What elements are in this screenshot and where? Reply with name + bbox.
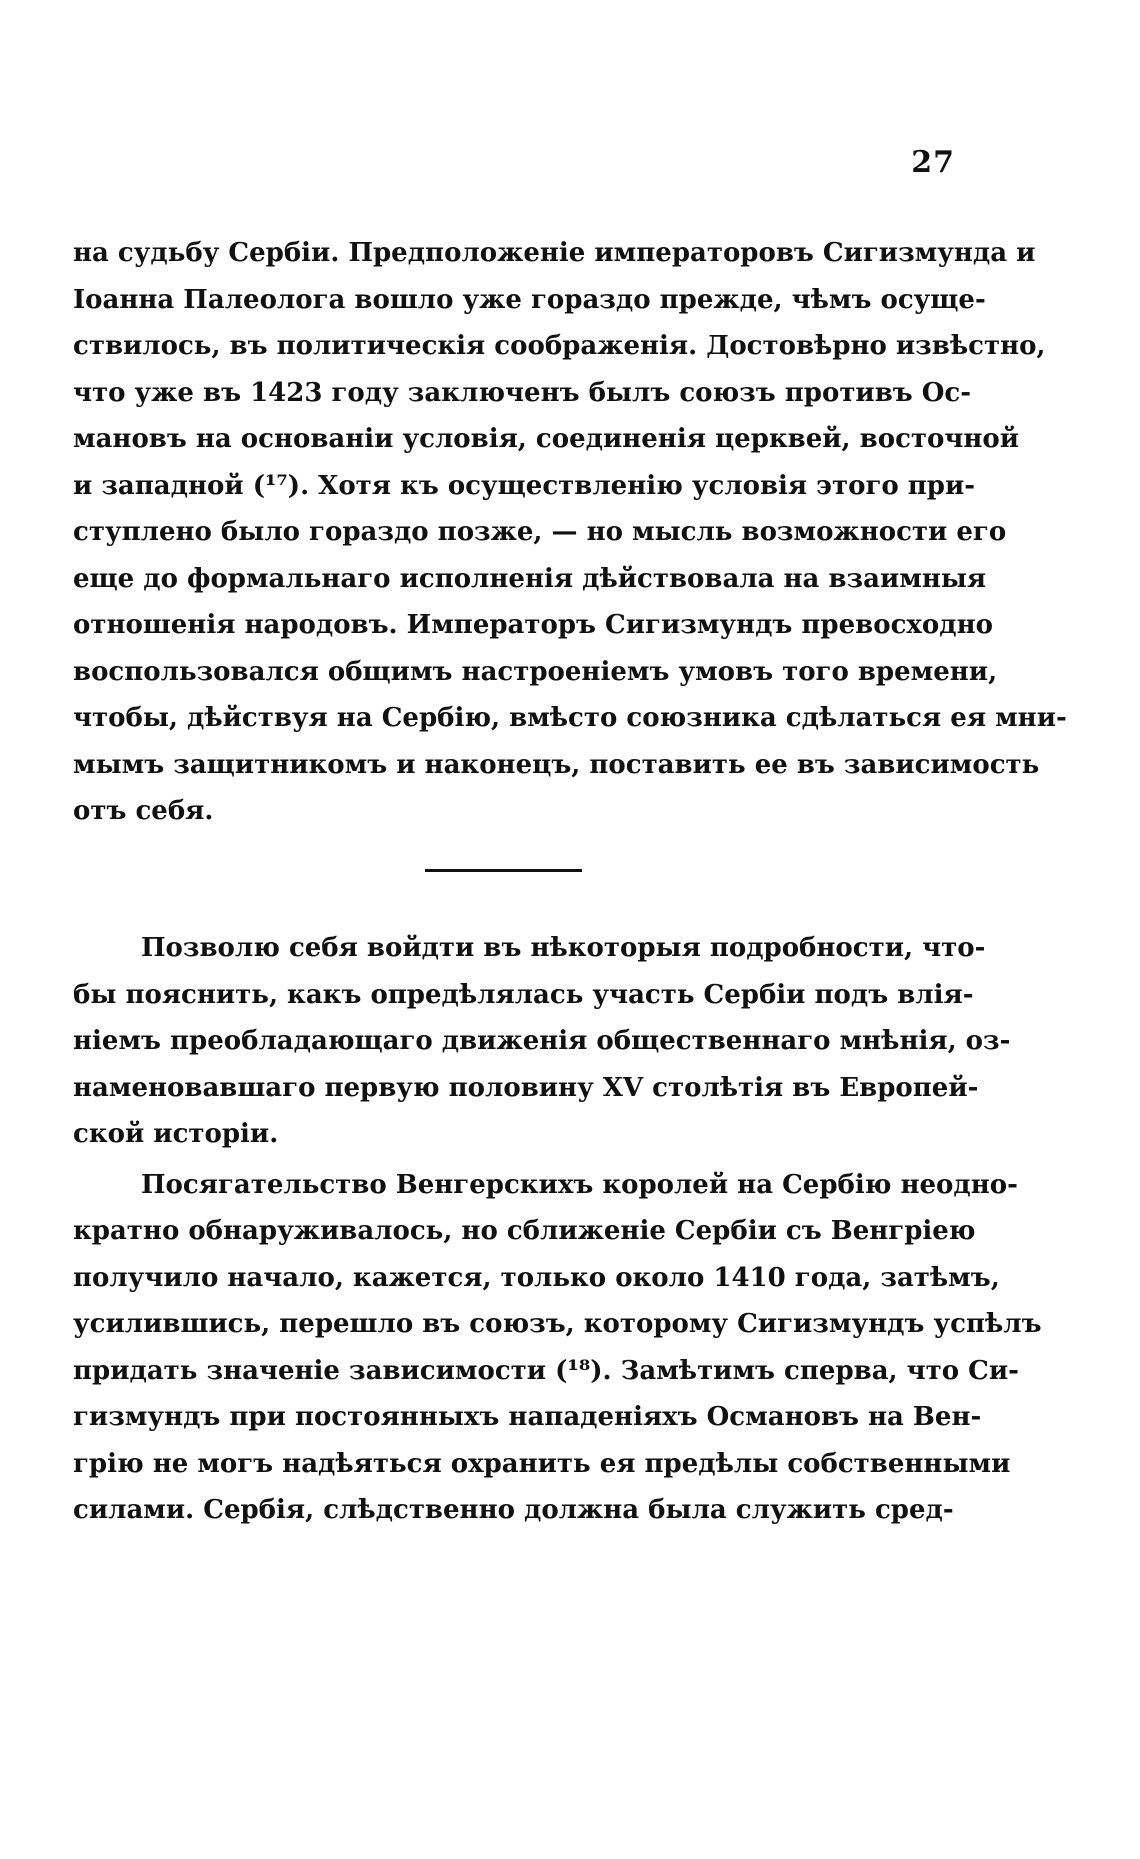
- paragraph-3-line: силами. Сербія, слѣдственно должна была служить сред-: [73, 1495, 954, 1525]
- paragraph-3-line: получило начало, кажется, только около 1410 года, затѣмъ,: [73, 1262, 1000, 1293]
- paragraph-2-line: Позволю себя войдти въ нѣкоторыя подробности, что-: [141, 933, 986, 963]
- paragraph-1-line: ствилось, въ политическія соображенія. Достовѣрно извѣстно,: [73, 331, 1046, 361]
- paragraph-1-line: воспользовался общимъ настроеніемъ умовъ того времени,: [73, 656, 998, 687]
- paragraph-3-line: усилившись, перешло въ союзъ, которому Сигизмундъ успѣлъ: [73, 1309, 1042, 1339]
- paragraph-3-line: Посягательство Венгерскихъ королей на Сербію неодно-: [141, 1169, 1018, 1200]
- paragraph-3-line: гизмундъ при постоянныхъ нападеніяхъ Османовъ на Вен-: [73, 1402, 982, 1432]
- paragraph-1-line: мымъ защитникомъ и наконецъ, поставить ее въ зависимость: [73, 749, 1040, 780]
- paragraph-3-line: кратно обнаруживалось, но сближеніе Сербіи съ Венгріею: [73, 1216, 976, 1246]
- paragraph-1-line: еще до формальнаго исполненія дѣйствовала на взаимныя: [73, 563, 987, 594]
- paragraph-3-line: грію не могъ надѣяться охранить ея предѣлы собственными: [73, 1448, 1011, 1479]
- paragraph-1-line: ступлено было гораздо позже, — но мысль возможности его: [73, 517, 1007, 547]
- page-number: 27: [911, 145, 955, 180]
- paragraph-3: [73, 1162, 1042, 1534]
- paragraph-1-line: что уже въ 1423 году заключенъ былъ союзъ противъ Ос-: [73, 377, 972, 408]
- paragraph-3-line: придать значеніе зависимости (¹⁸). Замѣтимъ сперва, что Си-: [73, 1355, 1019, 1386]
- section-divider: [425, 869, 582, 872]
- paragraph-2-line: бы пояснить, какъ опредѣлялась участь Сербіи подъ влія-: [73, 979, 974, 1010]
- paragraph-1: [73, 230, 1067, 835]
- paragraph-1-line: и западной (¹⁷). Хотя къ осуществленію условія этого при-: [73, 470, 976, 501]
- paragraph-1-line: отъ себя.: [73, 796, 214, 826]
- paragraph-1-line: чтобы, дѣйствуя на Сербію, вмѣсто союзника сдѣлаться ея мни-: [73, 703, 1067, 733]
- paragraph-1-line: отношенія народовъ. Императоръ Сигизмундъ превосходно: [73, 610, 993, 640]
- paragraph-1-line: на судьбу Сербіи. Предположеніе императоровъ Сигизмунда и: [73, 238, 1036, 268]
- section-body: [73, 925, 1042, 1534]
- paragraph-2: [73, 925, 1011, 1158]
- paragraph-2-line: ніемъ преобладающаго движенія общественнаго мнѣнія, оз-: [73, 1026, 1011, 1056]
- paragraph-1-line: мановъ на основаніи условія, соединенія церквей, восточной: [73, 424, 1020, 454]
- paragraph-2-line: наменовавшаго первую половину XV столѣтія въ Европей-: [73, 1072, 979, 1103]
- paragraph-2-line: ской исторіи.: [73, 1119, 279, 1149]
- paragraph-1-line: Іоанна Палеолога вошло уже гораздо прежде, чѣмъ осуще-: [73, 284, 986, 315]
